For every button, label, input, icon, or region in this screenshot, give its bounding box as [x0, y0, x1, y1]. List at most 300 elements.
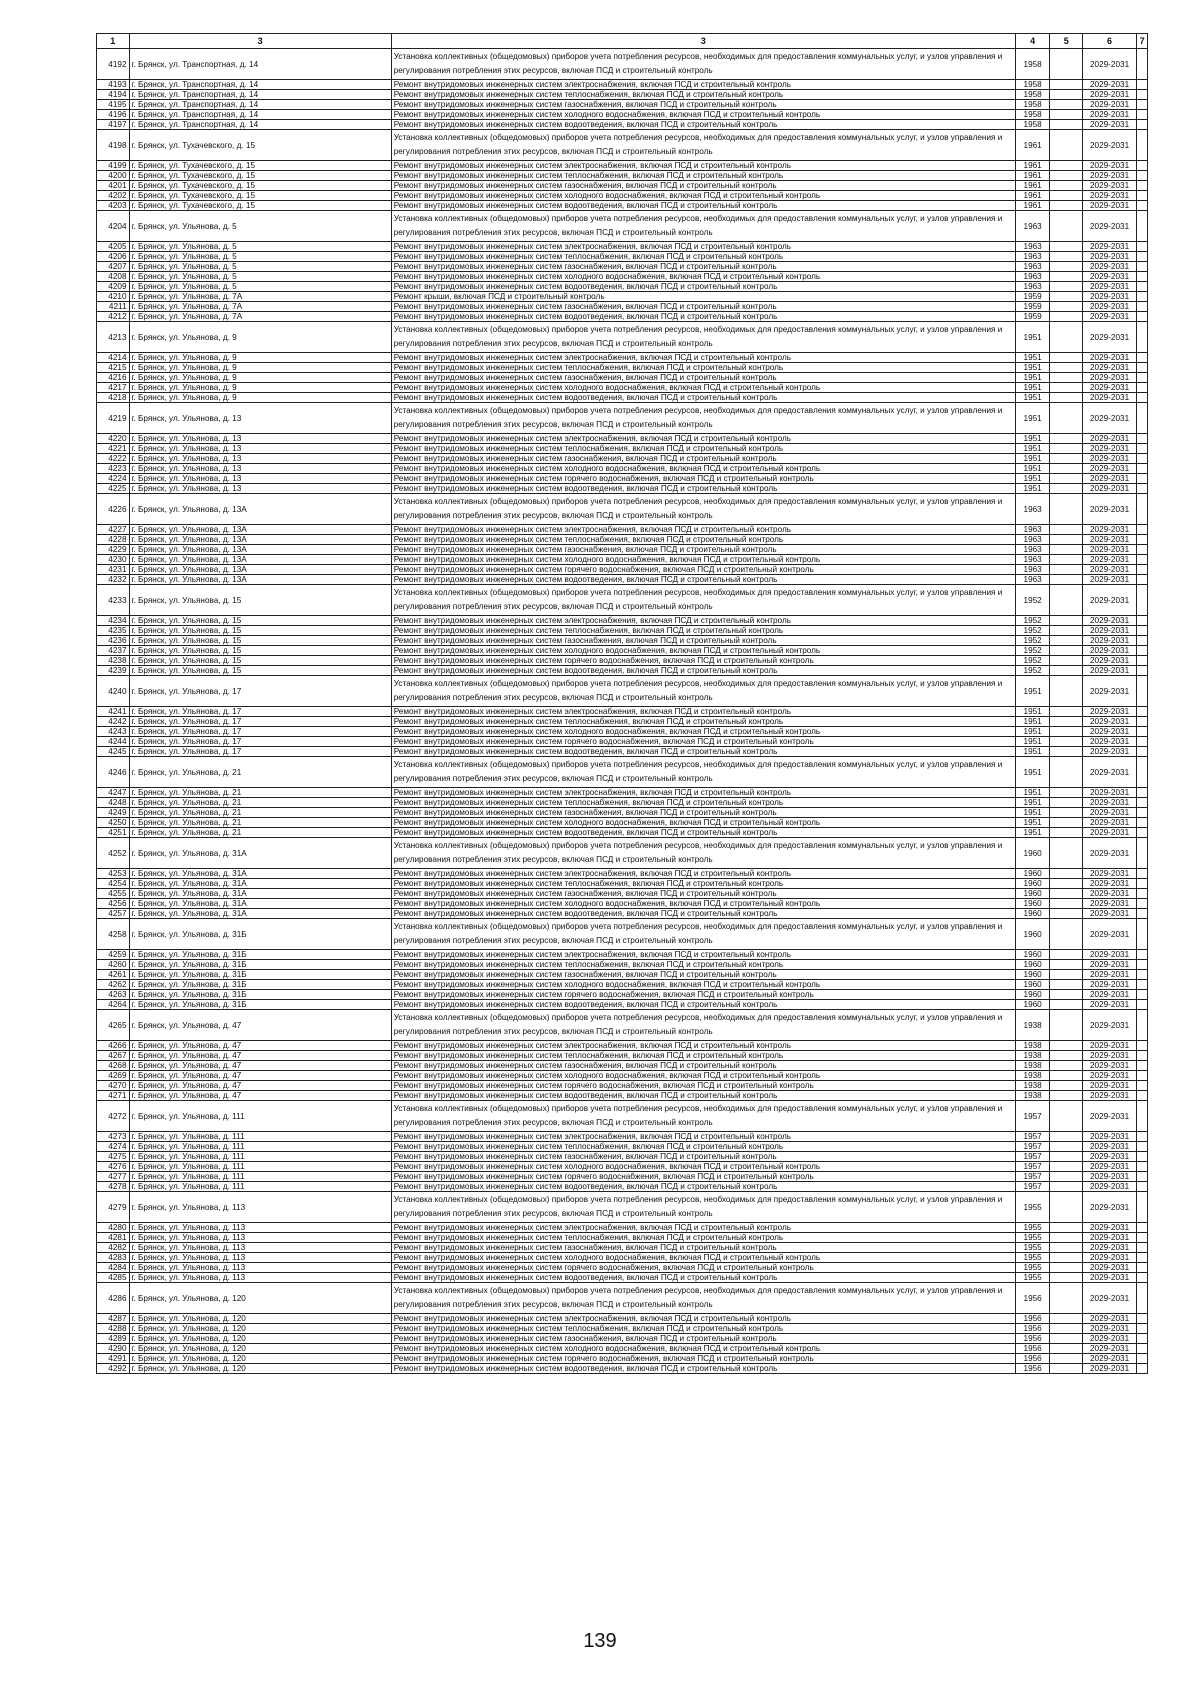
empty-cell — [1137, 1091, 1148, 1101]
work-type-cell: Ремонт внутридомовых инженерных систем газоснабжения, включая ПСД и строительный контроль — [391, 1243, 1015, 1253]
period-cell: 2029-2031 — [1082, 889, 1136, 899]
row-number: 4217 — [97, 383, 130, 393]
work-type-cell: Установка коллективных (общедомовых) приборов учета потребления ресурсов, необходимых для предоставления коммунальных услуг, и узлов управления и регулирования потребления этих ресурсов, включая ПСД и строительный контроль — [391, 676, 1015, 707]
year-cell: 1951 — [1015, 676, 1050, 707]
work-type-cell: Ремонт внутридомовых инженерных систем электроснабжения, включая ПСД и строительный контроль — [391, 80, 1015, 90]
year-cell: 1938 — [1015, 1041, 1050, 1051]
period-cell: 2029-2031 — [1082, 383, 1136, 393]
address-cell: г. Брянск, ул. Ульянова, д. 21 — [129, 757, 391, 788]
empty-cell — [1050, 1233, 1083, 1243]
header-cell-1: 1 — [97, 34, 130, 49]
table-row — [97, 1010, 1148, 1041]
table-row — [97, 1243, 1148, 1253]
empty-cell — [1050, 1324, 1083, 1334]
table-row — [97, 1354, 1148, 1364]
empty-cell — [1050, 1223, 1083, 1233]
table-row — [97, 454, 1148, 464]
period-cell: 2029-2031 — [1082, 1192, 1136, 1223]
table-row — [97, 575, 1148, 585]
table-row — [97, 585, 1148, 616]
period-cell: 2029-2031 — [1082, 838, 1136, 869]
empty-cell — [1137, 646, 1148, 656]
year-cell: 1963 — [1015, 535, 1050, 545]
table-row — [97, 970, 1148, 980]
period-cell: 2029-2031 — [1082, 1324, 1136, 1334]
empty-cell — [1137, 292, 1148, 302]
period-cell: 2029-2031 — [1082, 130, 1136, 161]
empty-cell — [1137, 252, 1148, 262]
work-type-cell: Ремонт внутридомовых инженерных систем газоснабжения, включая ПСД и строительный контроль — [391, 302, 1015, 312]
period-cell: 2029-2031 — [1082, 1051, 1136, 1061]
year-cell: 1955 — [1015, 1233, 1050, 1243]
empty-cell — [1050, 565, 1083, 575]
period-cell: 2029-2031 — [1082, 1172, 1136, 1182]
work-type-cell: Ремонт внутридомовых инженерных систем холодного водоснабжения, включая ПСД и строительный контроль — [391, 272, 1015, 282]
year-cell: 1960 — [1015, 838, 1050, 869]
period-cell: 2029-2031 — [1082, 1243, 1136, 1253]
year-cell: 1951 — [1015, 788, 1050, 798]
row-number: 4193 — [97, 80, 130, 90]
year-cell: 1955 — [1015, 1192, 1050, 1223]
row-number: 4242 — [97, 717, 130, 727]
year-cell: 1952 — [1015, 636, 1050, 646]
table-row — [97, 1344, 1148, 1354]
table-row — [97, 363, 1148, 373]
empty-cell — [1050, 676, 1083, 707]
work-type-cell: Ремонт внутридомовых инженерных систем теплоснабжения, включая ПСД и строительный контроль — [391, 626, 1015, 636]
row-number: 4222 — [97, 454, 130, 464]
row-number: 4224 — [97, 474, 130, 484]
table-row — [97, 191, 1148, 201]
table-row — [97, 990, 1148, 1000]
empty-cell — [1050, 525, 1083, 535]
empty-cell — [1137, 282, 1148, 292]
table-row — [97, 565, 1148, 575]
work-type-cell: Ремонт внутридомовых инженерных систем электроснабжения, включая ПСД и строительный контроль — [391, 869, 1015, 879]
table-row — [97, 889, 1148, 899]
empty-cell — [1137, 49, 1148, 80]
empty-cell — [1050, 1243, 1083, 1253]
period-cell: 2029-2031 — [1082, 737, 1136, 747]
empty-cell — [1137, 970, 1148, 980]
table-row — [97, 474, 1148, 484]
empty-cell — [1050, 393, 1083, 403]
empty-cell — [1137, 1223, 1148, 1233]
empty-cell — [1137, 322, 1148, 353]
empty-cell — [1050, 474, 1083, 484]
work-type-cell: Установка коллективных (общедомовых) приборов учета потребления ресурсов, необходимых для предоставления коммунальных услуг, и узлов управления и регулирования потребления этих ресурсов, включая ПСД и строительный контроль — [391, 1010, 1015, 1041]
work-type-cell: Ремонт внутридомовых инженерных систем электроснабжения, включая ПСД и строительный контроль — [391, 1132, 1015, 1142]
empty-cell — [1137, 1263, 1148, 1273]
empty-cell — [1050, 1192, 1083, 1223]
year-cell: 1951 — [1015, 353, 1050, 363]
year-cell: 1959 — [1015, 312, 1050, 322]
address-cell: г. Брянск, ул. Ульянова, д. 111 — [129, 1101, 391, 1132]
work-type-cell: Ремонт внутридомовых инженерных систем газоснабжения, включая ПСД и строительный контроль — [391, 970, 1015, 980]
empty-cell — [1050, 191, 1083, 201]
work-type-cell: Ремонт внутридомовых инженерных систем электроснабжения, включая ПСД и строительный контроль — [391, 950, 1015, 960]
period-cell: 2029-2031 — [1082, 869, 1136, 879]
empty-cell — [1050, 100, 1083, 110]
period-cell: 2029-2031 — [1082, 403, 1136, 434]
address-cell: г. Брянск, ул. Тухачевского, д. 15 — [129, 181, 391, 191]
table-row — [97, 950, 1148, 960]
year-cell: 1963 — [1015, 242, 1050, 252]
work-type-cell: Установка коллективных (общедомовых) приборов учета потребления ресурсов, необходимых для предоставления коммунальных услуг, и узлов управления и регулирования потребления этих ресурсов, включая ПСД и строительный контроль — [391, 838, 1015, 869]
address-cell: г. Брянск, ул. Ульянова, д. 5 — [129, 252, 391, 262]
empty-cell — [1137, 535, 1148, 545]
table-row — [97, 1081, 1148, 1091]
year-cell: 1951 — [1015, 383, 1050, 393]
year-cell: 1960 — [1015, 990, 1050, 1000]
period-cell: 2029-2031 — [1082, 373, 1136, 383]
row-number: 4214 — [97, 353, 130, 363]
empty-cell — [1137, 585, 1148, 616]
table-row — [97, 80, 1148, 90]
year-cell: 1963 — [1015, 555, 1050, 565]
work-type-cell: Ремонт внутридомовых инженерных систем теплоснабжения, включая ПСД и строительный контроль — [391, 1233, 1015, 1243]
work-type-cell: Ремонт внутридомовых инженерных систем холодного водоснабжения, включая ПСД и строительный контроль — [391, 191, 1015, 201]
period-cell: 2029-2031 — [1082, 1091, 1136, 1101]
period-cell: 2029-2031 — [1082, 80, 1136, 90]
work-type-cell: Ремонт внутридомовых инженерных систем теплоснабжения, включая ПСД и строительный контроль — [391, 90, 1015, 100]
period-cell: 2029-2031 — [1082, 494, 1136, 525]
work-type-cell: Ремонт внутридомовых инженерных систем газоснабжения, включая ПСД и строительный контроль — [391, 181, 1015, 191]
period-cell: 2029-2031 — [1082, 1233, 1136, 1243]
work-type-cell: Ремонт внутридомовых инженерных систем электроснабжения, включая ПСД и строительный контроль — [391, 434, 1015, 444]
row-number: 4199 — [97, 161, 130, 171]
row-number: 4210 — [97, 292, 130, 302]
year-cell: 1957 — [1015, 1132, 1050, 1142]
empty-cell — [1050, 838, 1083, 869]
year-cell: 1957 — [1015, 1182, 1050, 1192]
address-cell: г. Брянск, ул. Ульянова, д. 111 — [129, 1142, 391, 1152]
period-cell: 2029-2031 — [1082, 656, 1136, 666]
period-cell: 2029-2031 — [1082, 201, 1136, 211]
empty-cell — [1050, 1253, 1083, 1263]
work-type-cell: Установка коллективных (общедомовых) приборов учета потребления ресурсов, необходимых для предоставления коммунальных услуг, и узлов управления и регулирования потребления этих ресурсов, включая ПСД и строительный контроль — [391, 130, 1015, 161]
address-cell: г. Брянск, ул. Ульянова, д. 9 — [129, 393, 391, 403]
empty-cell — [1050, 1081, 1083, 1091]
empty-cell — [1050, 808, 1083, 818]
period-cell: 2029-2031 — [1082, 1314, 1136, 1324]
table-row — [97, 798, 1148, 808]
empty-cell — [1137, 838, 1148, 869]
empty-cell — [1137, 555, 1148, 565]
table-row — [97, 545, 1148, 555]
empty-cell — [1137, 494, 1148, 525]
work-type-cell: Ремонт внутридомовых инженерных систем теплоснабжения, включая ПСД и строительный контроль — [391, 879, 1015, 889]
address-cell: г. Брянск, ул. Ульянова, д. 31А — [129, 879, 391, 889]
empty-cell — [1137, 707, 1148, 717]
empty-cell — [1050, 242, 1083, 252]
address-cell: г. Брянск, ул. Ульянова, д. 17 — [129, 676, 391, 707]
table-row — [97, 1172, 1148, 1182]
table-row — [97, 666, 1148, 676]
year-cell: 1938 — [1015, 1010, 1050, 1041]
table-row — [97, 49, 1148, 80]
empty-cell — [1137, 1182, 1148, 1192]
year-cell: 1963 — [1015, 252, 1050, 262]
address-cell: г. Брянск, ул. Тухачевского, д. 15 — [129, 130, 391, 161]
address-cell: г. Брянск, ул. Ульянова, д. 13А — [129, 494, 391, 525]
empty-cell — [1137, 1142, 1148, 1152]
work-type-cell: Ремонт внутридомовых инженерных систем газоснабжения, включая ПСД и строительный контроль — [391, 1061, 1015, 1071]
empty-cell — [1050, 1354, 1083, 1364]
period-cell: 2029-2031 — [1082, 1132, 1136, 1142]
table-row — [97, 393, 1148, 403]
row-number: 4275 — [97, 1152, 130, 1162]
address-cell: г. Брянск, ул. Ульянова, д. 15 — [129, 656, 391, 666]
empty-cell — [1137, 808, 1148, 818]
empty-cell — [1137, 889, 1148, 899]
period-cell: 2029-2031 — [1082, 1344, 1136, 1354]
empty-cell — [1137, 869, 1148, 879]
table-row — [97, 555, 1148, 565]
header-cell-4: 4 — [1015, 34, 1050, 49]
row-number: 4245 — [97, 747, 130, 757]
empty-cell — [1137, 757, 1148, 788]
period-cell: 2029-2031 — [1082, 262, 1136, 272]
address-cell: г. Брянск, ул. Ульянова, д. 31Б — [129, 980, 391, 990]
work-type-cell: Ремонт внутридомовых инженерных систем теплоснабжения, включая ПСД и строительный контроль — [391, 363, 1015, 373]
row-number: 4291 — [97, 1354, 130, 1364]
table-row — [97, 1334, 1148, 1344]
year-cell: 1951 — [1015, 474, 1050, 484]
year-cell: 1951 — [1015, 727, 1050, 737]
work-type-cell: Ремонт внутридомовых инженерных систем водоотведения, включая ПСД и строительный контроль — [391, 1000, 1015, 1010]
empty-cell — [1137, 383, 1148, 393]
work-type-cell: Ремонт внутридомовых инженерных систем холодного водоснабжения, включая ПСД и строительный контроль — [391, 383, 1015, 393]
repair-schedule-table — [96, 33, 1148, 1374]
empty-cell — [1050, 1263, 1083, 1273]
empty-cell — [1050, 818, 1083, 828]
empty-cell — [1137, 110, 1148, 120]
period-cell: 2029-2031 — [1082, 646, 1136, 656]
period-cell: 2029-2031 — [1082, 919, 1136, 950]
address-cell: г. Брянск, ул. Ульянова, д. 111 — [129, 1182, 391, 1192]
year-cell: 1952 — [1015, 616, 1050, 626]
period-cell: 2029-2031 — [1082, 282, 1136, 292]
row-number: 4219 — [97, 403, 130, 434]
empty-cell — [1050, 869, 1083, 879]
period-cell: 2029-2031 — [1082, 1071, 1136, 1081]
empty-cell — [1137, 272, 1148, 282]
row-number: 4239 — [97, 666, 130, 676]
table-row — [97, 272, 1148, 282]
work-type-cell: Ремонт внутридомовых инженерных систем холодного водоснабжения, включая ПСД и строительный контроль — [391, 1071, 1015, 1081]
empty-cell — [1137, 1273, 1148, 1283]
row-number: 4244 — [97, 737, 130, 747]
period-cell: 2029-2031 — [1082, 161, 1136, 171]
row-number: 4287 — [97, 1314, 130, 1324]
empty-cell — [1137, 1051, 1148, 1061]
table-row — [97, 312, 1148, 322]
period-cell: 2029-2031 — [1082, 535, 1136, 545]
address-cell: г. Брянск, ул. Ульянова, д. 31А — [129, 838, 391, 869]
row-number: 4281 — [97, 1233, 130, 1243]
work-type-cell: Ремонт внутридомовых инженерных систем горячего водоснабжения, включая ПСД и строительный контроль — [391, 474, 1015, 484]
header-cell-3: 3 — [391, 34, 1015, 49]
address-cell: г. Брянск, ул. Ульянова, д. 47 — [129, 1010, 391, 1041]
work-type-cell: Установка коллективных (общедомовых) приборов учета потребления ресурсов, необходимых для предоставления коммунальных услуг, и узлов управления и регулирования потребления этих ресурсов, включая ПСД и строительный контроль — [391, 919, 1015, 950]
address-cell: г. Брянск, ул. Ульянова, д. 113 — [129, 1263, 391, 1273]
address-cell: г. Брянск, ул. Ульянова, д. 111 — [129, 1132, 391, 1142]
row-number: 4278 — [97, 1182, 130, 1192]
row-number: 4223 — [97, 464, 130, 474]
year-cell: 1938 — [1015, 1051, 1050, 1061]
year-cell: 1951 — [1015, 798, 1050, 808]
year-cell: 1956 — [1015, 1314, 1050, 1324]
work-type-cell: Ремонт внутридомовых инженерных систем электроснабжения, включая ПСД и строительный контроль — [391, 616, 1015, 626]
period-cell: 2029-2031 — [1082, 292, 1136, 302]
empty-cell — [1050, 1051, 1083, 1061]
empty-cell — [1137, 1132, 1148, 1142]
work-type-cell: Ремонт внутридомовых инженерных систем газоснабжения, включая ПСД и строительный контроль — [391, 373, 1015, 383]
work-type-cell: Ремонт внутридомовых инженерных систем теплоснабжения, включая ПСД и строительный контроль — [391, 717, 1015, 727]
year-cell: 1963 — [1015, 575, 1050, 585]
empty-cell — [1137, 1192, 1148, 1223]
work-type-cell: Ремонт внутридомовых инженерных систем холодного водоснабжения, включая ПСД и строительный контроль — [391, 1253, 1015, 1263]
empty-cell — [1137, 960, 1148, 970]
year-cell: 1963 — [1015, 545, 1050, 555]
table-row — [97, 1314, 1148, 1324]
empty-cell — [1137, 737, 1148, 747]
table-row — [97, 1142, 1148, 1152]
address-cell: г. Брянск, ул. Ульянова, д. 13 — [129, 484, 391, 494]
empty-cell — [1050, 879, 1083, 889]
year-cell: 1955 — [1015, 1273, 1050, 1283]
row-number: 4251 — [97, 828, 130, 838]
empty-cell — [1137, 1354, 1148, 1364]
work-type-cell: Установка коллективных (общедомовых) приборов учета потребления ресурсов, необходимых для предоставления коммунальных услуг, и узлов управления и регулирования потребления этих ресурсов, включая ПСД и строительный контроль — [391, 1192, 1015, 1223]
column-number-header — [97, 34, 1148, 49]
table-row — [97, 1223, 1148, 1233]
row-number: 4266 — [97, 1041, 130, 1051]
empty-cell — [1050, 1273, 1083, 1283]
year-cell: 1960 — [1015, 919, 1050, 950]
period-cell: 2029-2031 — [1082, 1081, 1136, 1091]
row-number: 4218 — [97, 393, 130, 403]
work-type-cell: Ремонт внутридомовых инженерных систем горячего водоснабжения, включая ПСД и строительный контроль — [391, 565, 1015, 575]
year-cell: 1960 — [1015, 869, 1050, 879]
empty-cell — [1050, 90, 1083, 100]
empty-cell — [1050, 1314, 1083, 1324]
empty-cell — [1137, 161, 1148, 171]
row-number: 4231 — [97, 565, 130, 575]
empty-cell — [1137, 373, 1148, 383]
year-cell: 1956 — [1015, 1344, 1050, 1354]
header-cell-7: 7 — [1137, 34, 1148, 49]
year-cell: 1960 — [1015, 909, 1050, 919]
period-cell: 2029-2031 — [1082, 242, 1136, 252]
empty-cell — [1137, 403, 1148, 434]
address-cell: г. Брянск, ул. Ульянова, д. 111 — [129, 1162, 391, 1172]
row-number: 4205 — [97, 242, 130, 252]
work-type-cell: Ремонт крыши, включая ПСД и строительный контроль — [391, 292, 1015, 302]
address-cell: г. Брянск, ул. Транспортная, д. 14 — [129, 49, 391, 80]
empty-cell — [1050, 798, 1083, 808]
table-row — [97, 960, 1148, 970]
period-cell: 2029-2031 — [1082, 980, 1136, 990]
period-cell: 2029-2031 — [1082, 464, 1136, 474]
year-cell: 1952 — [1015, 585, 1050, 616]
work-type-cell: Ремонт внутридомовых инженерных систем холодного водоснабжения, включая ПСД и строительный контроль — [391, 646, 1015, 656]
empty-cell — [1050, 828, 1083, 838]
table-row — [97, 1071, 1148, 1081]
empty-cell — [1050, 1334, 1083, 1344]
work-type-cell: Ремонт внутридомовых инженерных систем газоснабжения, включая ПСД и строительный контроль — [391, 1334, 1015, 1344]
address-cell: г. Брянск, ул. Ульянова, д. 5 — [129, 211, 391, 242]
address-cell: г. Брянск, ул. Ульянова, д. 15 — [129, 626, 391, 636]
work-type-cell: Ремонт внутридомовых инженерных систем водоотведения, включая ПСД и строительный контроль — [391, 282, 1015, 292]
empty-cell — [1137, 909, 1148, 919]
year-cell: 1956 — [1015, 1334, 1050, 1344]
period-cell: 2029-2031 — [1082, 970, 1136, 980]
table-row — [97, 626, 1148, 636]
empty-cell — [1137, 1101, 1148, 1132]
period-cell: 2029-2031 — [1082, 525, 1136, 535]
work-type-cell: Ремонт внутридомовых инженерных систем водоотведения, включая ПСД и строительный контроль — [391, 201, 1015, 211]
work-type-cell: Ремонт внутридомовых инженерных систем водоотведения, включая ПСД и строительный контроль — [391, 484, 1015, 494]
empty-cell — [1050, 1071, 1083, 1081]
work-type-cell: Ремонт внутридомовых инженерных систем водоотведения, включая ПСД и строительный контроль — [391, 747, 1015, 757]
work-type-cell: Ремонт внутридомовых инженерных систем электроснабжения, включая ПСД и строительный контроль — [391, 1041, 1015, 1051]
address-cell: г. Брянск, ул. Ульянова, д. 47 — [129, 1041, 391, 1051]
empty-cell — [1050, 585, 1083, 616]
work-type-cell: Ремонт внутридомовых инженерных систем горячего водоснабжения, включая ПСД и строительный контроль — [391, 1172, 1015, 1182]
row-number: 4282 — [97, 1243, 130, 1253]
row-number: 4238 — [97, 656, 130, 666]
address-cell: г. Брянск, ул. Ульянова, д. 47 — [129, 1091, 391, 1101]
year-cell: 1955 — [1015, 1253, 1050, 1263]
empty-cell — [1050, 171, 1083, 181]
empty-cell — [1050, 1000, 1083, 1010]
empty-cell — [1137, 990, 1148, 1000]
table-row — [97, 1051, 1148, 1061]
address-cell: г. Брянск, ул. Ульянова, д. 31А — [129, 899, 391, 909]
empty-cell — [1050, 626, 1083, 636]
empty-cell — [1050, 322, 1083, 353]
year-cell: 1951 — [1015, 757, 1050, 788]
address-cell: г. Брянск, ул. Ульянова, д. 13А — [129, 525, 391, 535]
row-number: 4225 — [97, 484, 130, 494]
address-cell: г. Брянск, ул. Ульянова, д. 17 — [129, 707, 391, 717]
empty-cell — [1050, 616, 1083, 626]
period-cell: 2029-2031 — [1082, 960, 1136, 970]
empty-cell — [1050, 1010, 1083, 1041]
table-row — [97, 1263, 1148, 1273]
year-cell: 1956 — [1015, 1324, 1050, 1334]
period-cell: 2029-2031 — [1082, 322, 1136, 353]
address-cell: г. Брянск, ул. Ульянова, д. 31Б — [129, 970, 391, 980]
period-cell: 2029-2031 — [1082, 363, 1136, 373]
empty-cell — [1050, 484, 1083, 494]
empty-cell — [1137, 1233, 1148, 1243]
row-number: 4248 — [97, 798, 130, 808]
work-type-cell: Установка коллективных (общедомовых) приборов учета потребления ресурсов, необходимых для предоставления коммунальных услуг, и узлов управления и регулирования потребления этих ресурсов, включая ПСД и строительный контроль — [391, 585, 1015, 616]
empty-cell — [1050, 312, 1083, 322]
empty-cell — [1137, 1172, 1148, 1182]
table-row — [97, 484, 1148, 494]
table-row — [97, 161, 1148, 171]
year-cell: 1959 — [1015, 302, 1050, 312]
empty-cell — [1050, 454, 1083, 464]
year-cell: 1951 — [1015, 393, 1050, 403]
empty-cell — [1137, 980, 1148, 990]
empty-cell — [1137, 919, 1148, 950]
year-cell: 1961 — [1015, 171, 1050, 181]
